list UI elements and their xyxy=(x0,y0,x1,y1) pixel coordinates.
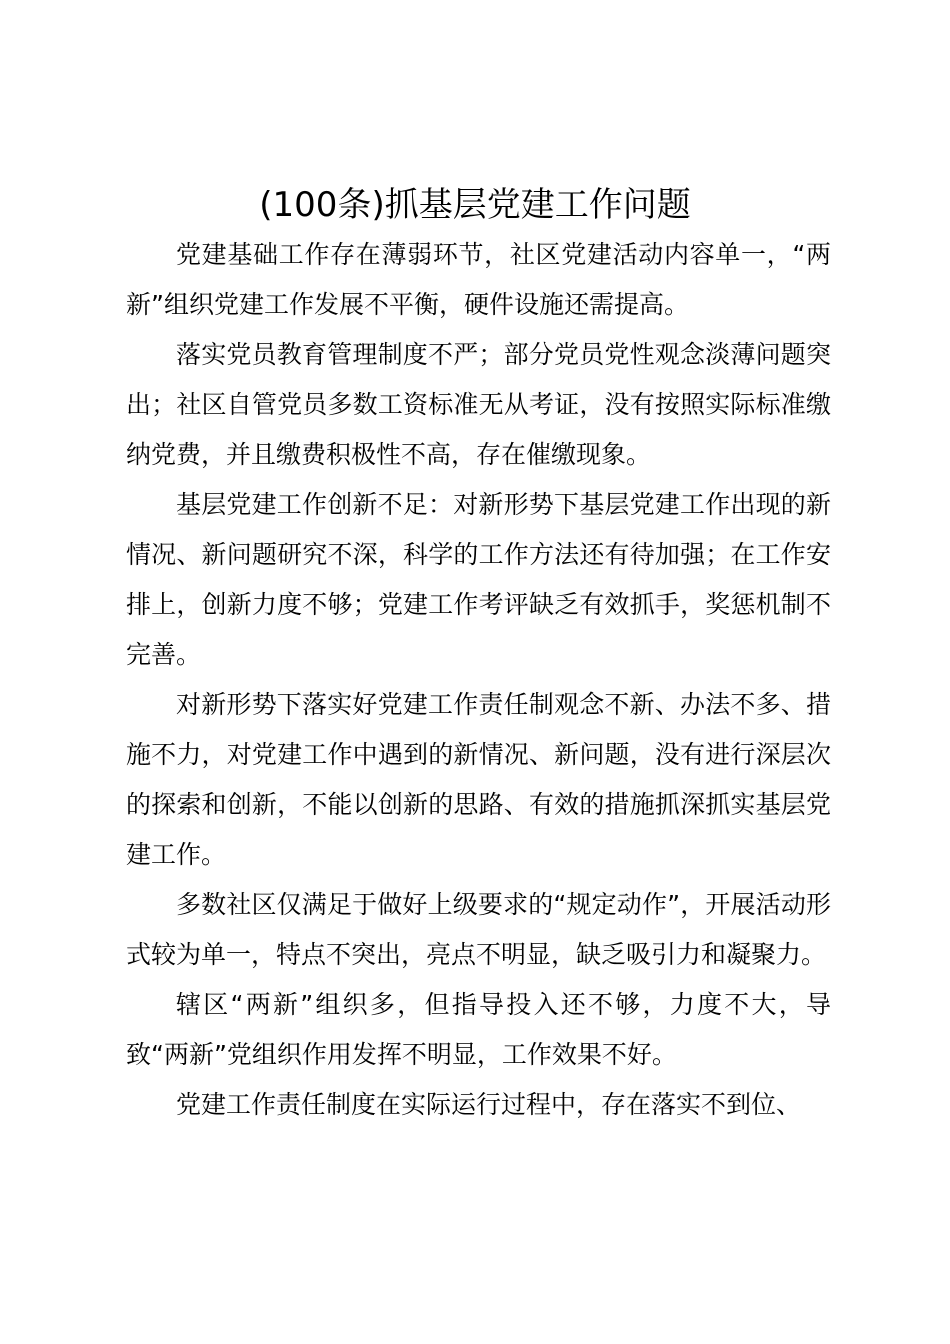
paragraph-2: 落实党员教育管理制度不严；部分党员党性观念淡薄问题突出；社区自管党员多数工资标准无从考证，没有按照实际标准缴纳党费，并且缴费积极性不高，存在催缴现象。 xyxy=(126,340,831,469)
paragraph-5: 多数社区仅满足于做好上级要求的“规定动作”，开展活动形式较为单一，特点不突出，亮点不明显，缺乏吸引力和凝聚力。 xyxy=(126,890,831,969)
paragraph-7: 党建工作责任制度在实际运行过程中，存在落实不到位、 xyxy=(176,1090,802,1119)
paragraph-6: 辖区“两新”组织多，但指导投入还不够，力度不大，导致“两新”党组织作用发挥不明显，工作效果不好。 xyxy=(126,990,831,1069)
paragraph-3: 基层党建工作创新不足：对新形势下基层党建工作出现的新情况、新问题研究不深，科学的工作方法还有待加强；在工作安排上，创新力度不够；党建工作考评缺乏有效抓手，奖惩机制不完善。 xyxy=(126,490,831,669)
paragraph-1: 党建基础工作存在薄弱环节，社区党建活动内容单一，“两新”组织党建工作发展不平衡，硬件设施还需提高。 xyxy=(126,240,831,319)
document-body xyxy=(126,230,831,1130)
document-title: (100条)抓基层党建工作问题 xyxy=(259,185,691,225)
paragraph-4: 对新形势下落实好党建工作责任制观念不新、办法不多、措施不力，对党建工作中遇到的新情况、新问题，没有进行深层次的探索和创新，不能以创新的思路、有效的措施抓深抓实基层党建工作。 xyxy=(126,690,831,869)
